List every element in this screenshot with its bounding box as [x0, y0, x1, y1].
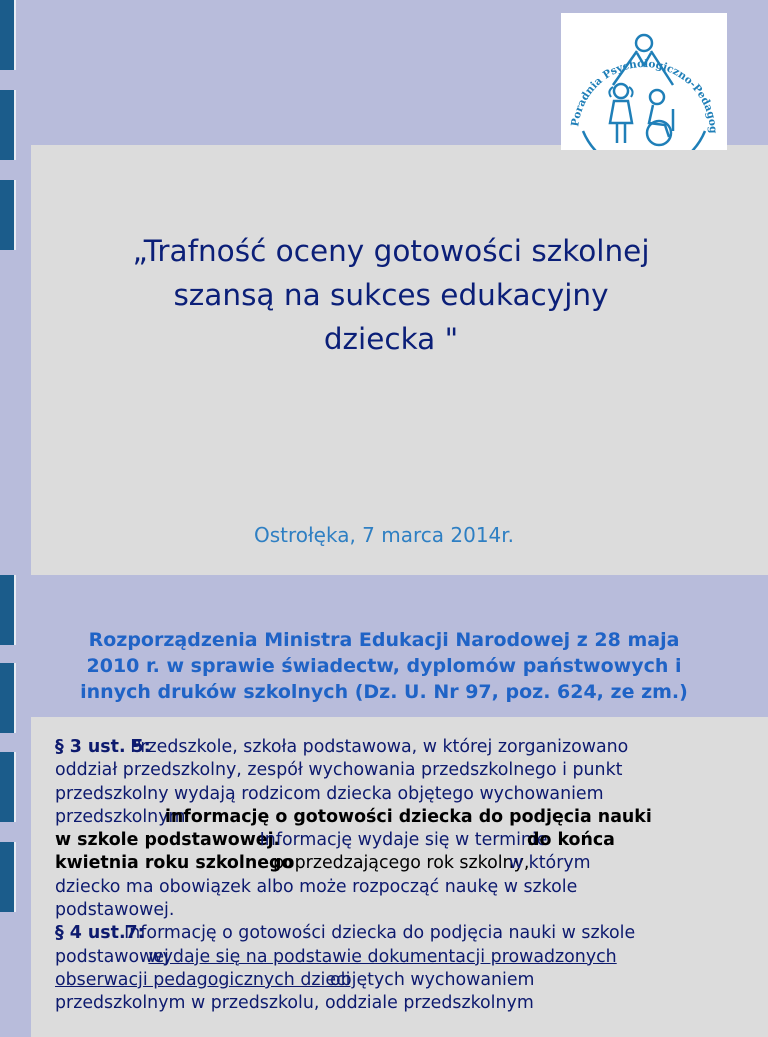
text-line: [55, 876, 739, 899]
text-span: przedszkolny wydają rodzicom dziecka objętego wychowaniem: [55, 783, 604, 804]
paragraph-section-3: [55, 736, 739, 922]
text-span: w którym: [503, 853, 591, 874]
text-span: przedszkolnym: [55, 806, 191, 827]
text-line: [55, 736, 739, 759]
side-tab: [0, 180, 16, 250]
title-line: szansą na sukces edukacyjny: [173, 278, 609, 312]
underlined-text: obserwacji pedagogicznych dzieci: [55, 969, 351, 990]
text-span: objętych wychowaniem: [324, 969, 535, 990]
text-span: Przedszkole, szkoła podstawowa, w której zorganizowano: [124, 737, 629, 757]
text-line: [55, 922, 739, 945]
regulation-body: [55, 736, 739, 1016]
text-span: oddział przedszkolny, zespół wychowania przedszkolnego i punkt: [55, 760, 623, 781]
paragraph-section-4: [55, 922, 739, 1015]
side-tab: [0, 0, 16, 70]
text-line: [55, 783, 739, 806]
title-line: dziecka ": [323, 322, 459, 356]
text-span: podstawowej.: [55, 900, 175, 921]
section-label: § 3 ust. 5:: [55, 737, 151, 757]
underlined-text: wydaje się na podstawie dokumentacji prowadzonych: [148, 946, 617, 967]
regulation-heading: [40, 627, 728, 705]
text-line: [55, 829, 739, 852]
text-span: dziecko ma obowiązek albo może rozpocząć naukę w szkole: [55, 876, 578, 897]
heading-line: 2010 r. w sprawie świadectw, dyplomów państwowych i: [86, 655, 682, 677]
logo-graphic: [561, 13, 727, 150]
title-line: „Trafność oceny gotowości szkolnej: [132, 234, 650, 268]
bold-text: kwietnia roku szkolnego: [55, 853, 294, 874]
section-label: § 4 ust.7:: [55, 923, 145, 944]
text-span: Informację wydaje się w terminie: [254, 830, 553, 851]
bold-text: w szkole podstawowej.: [55, 830, 281, 851]
text-span: podstawowej: [55, 946, 175, 967]
logo-arc-text: Poradnia Psychologiczno-Pedagog: [569, 57, 720, 134]
text-span: poprzedzającego rok szkolny,: [267, 853, 530, 874]
text-line: [55, 852, 739, 875]
text-line: [55, 969, 739, 992]
side-tab: [0, 663, 16, 733]
heading-line: innych druków szkolnych (Dz. U. Nr 97, poz. 624, ze zm.): [80, 681, 688, 703]
text-line: [55, 759, 739, 782]
side-tab: [0, 752, 16, 822]
date-line: Ostrołęka, 7 marca 2014r.: [253, 523, 515, 547]
text-line: [55, 992, 739, 1015]
page-title: [31, 229, 751, 361]
heading-line: Rozporządzenia Ministra Edukacji Narodowej z 28 maja: [88, 629, 680, 651]
side-tab: [0, 90, 16, 160]
text-span: Informację o gotowości dziecka do podjęcia nauki w szkole: [118, 923, 636, 944]
text-line: [55, 806, 739, 829]
text-line: [55, 946, 739, 969]
logo: [561, 13, 727, 150]
text-span: przedszkolnym w przedszkolu, oddziale przedszkolnym: [55, 993, 534, 1014]
bold-text: do końca: [527, 830, 615, 851]
side-tab: [0, 842, 16, 912]
side-tab: [0, 575, 16, 645]
text-line: [55, 899, 739, 922]
bold-text: informację o gotowości dziecka do podjęcia nauki: [164, 806, 652, 827]
